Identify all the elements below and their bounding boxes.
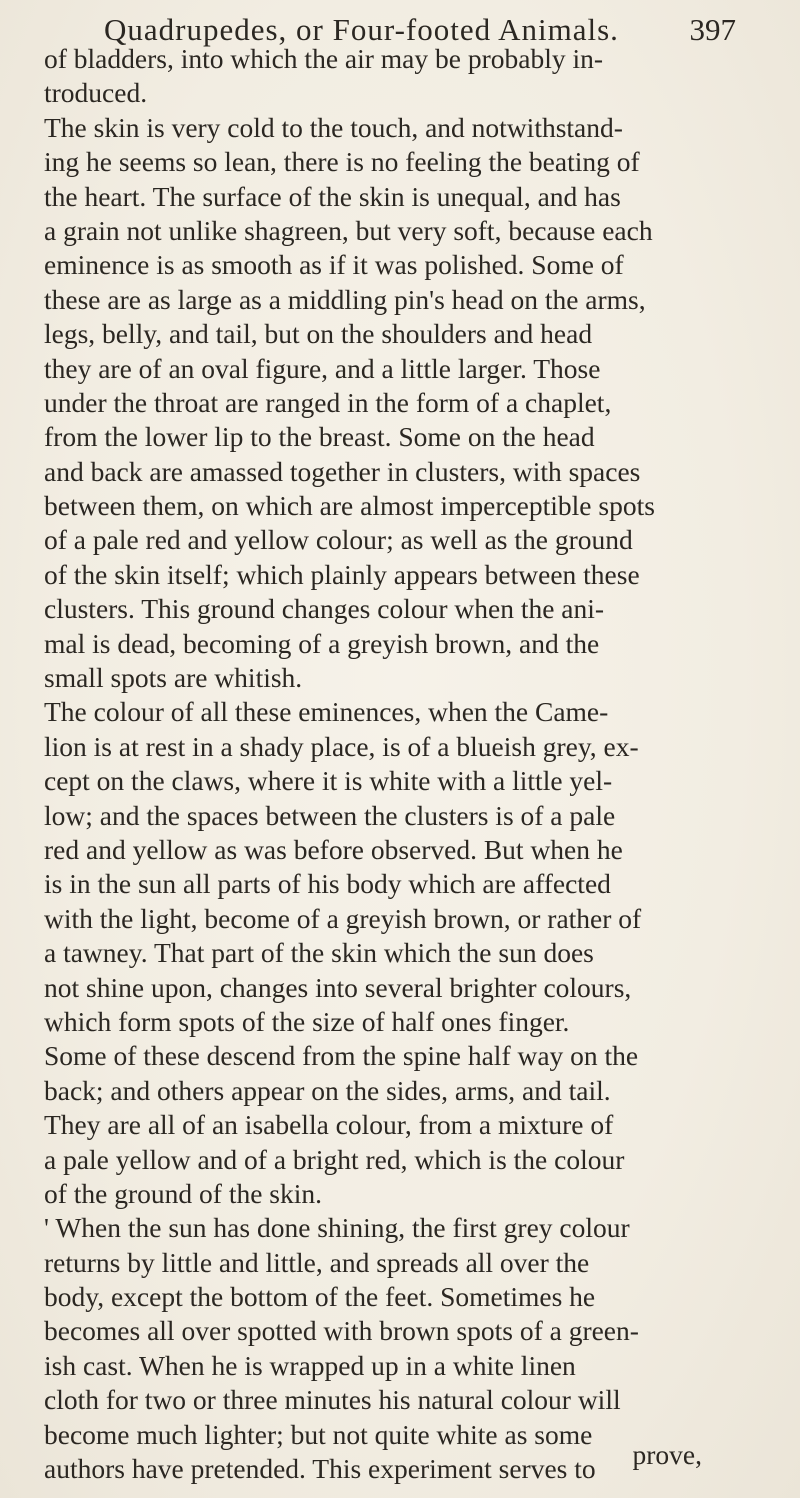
text-line: troduced. [44,77,148,109]
text-line: is in the sun all parts of his body which are affected [44,868,611,900]
text-line: lion is at rest in a shady place, is of a blueish grey, ex- [44,730,639,762]
text-line: not shine upon, changes into several brighter colours, [44,971,632,1003]
text-line: the heart. The surface of the skin is unequal, and has [44,180,621,212]
text-line: back; and others appear on the sides, arms, and tail. [44,1074,611,1106]
text-line: become much lighter; but not quite white as some [44,1418,593,1450]
text-line: of the skin itself; which plainly appears between these [44,558,640,590]
text-line: of the ground of the skin. [44,1177,323,1209]
text-line: ing he seems so lean, there is no feeling the beating of [44,146,640,178]
text-line: returns by little and little, and spreads all over the [44,1246,590,1278]
text-line: small spots are whitish. [44,662,303,694]
running-title: Quadrupedes, or Four-footed Animals. [104,12,619,47]
text-line: low; and the spaces between the clusters is of a pale [44,799,616,831]
text-line: The colour of all these eminences, when the Came- [44,696,609,728]
text-line: ' When the sun has done shining, the first grey colour [44,1212,630,1244]
catchword: prove, [632,1439,702,1470]
text-line: under the throat are ranged in the form of a chaplet, [44,386,612,418]
text-line: The skin is very cold to the touch, and notwithstand- [44,111,623,143]
text-line: a pale yellow and of a bright red, which is the colour [44,1143,625,1175]
text-line: cept on the claws, where it is white with a little yel- [44,765,613,797]
text-line: cloth for two or three minutes his natural colour will [44,1384,621,1416]
text-line: They are all of an isabella colour, from a mixture of [44,1109,614,1141]
text-line: a grain not unlike shagreen, but very soft, because each [44,214,653,246]
text-line: which form spots of the size of half ones finger. [44,1005,570,1037]
text-line: clusters. This ground changes colour when the ani- [44,593,605,625]
text-line: of a pale red and yellow colour; as well as the ground [44,524,633,556]
text-line: legs, belly, and tail, but on the shoulders and head [44,318,593,350]
text-line: Some of these descend from the spine half way on the [44,1040,639,1072]
page-number: 397 [689,12,736,47]
text-line: body, except the bottom of the feet. Sometimes he [44,1281,596,1313]
text-line: red and yellow as was before observed. But when he [44,833,623,865]
body-text [44,42,784,1486]
text-line: between them, on which are almost imperceptible spots [44,490,655,522]
text-line: they are of an oval figure, and a little larger. Those [44,352,601,384]
text-line: with the light, become of a greyish brown, or rather of [44,902,642,934]
text-line: becomes all over spotted with brown spots of a green- [44,1315,639,1347]
text-line: from the lower lip to the breast. Some on the head [44,421,595,453]
text-line: these are as large as a middling pin's head on the arms, [44,283,646,315]
text-line: ish cast. When he is wrapped up in a white linen [44,1349,576,1381]
text-line: authors have pretended. This experiment serves to [44,1453,596,1485]
text-line: and back are amassed together in clusters, with spaces [44,455,641,487]
text-line: a tawney. That part of the skin which the sun does [44,937,594,969]
text-line: eminence is as smooth as if it was polished. Some of [44,249,624,281]
text-line: of bladders, into which the air may be probably in- [44,43,604,74]
text-line: mal is dead, becoming of a greyish brown, and the [44,627,600,659]
